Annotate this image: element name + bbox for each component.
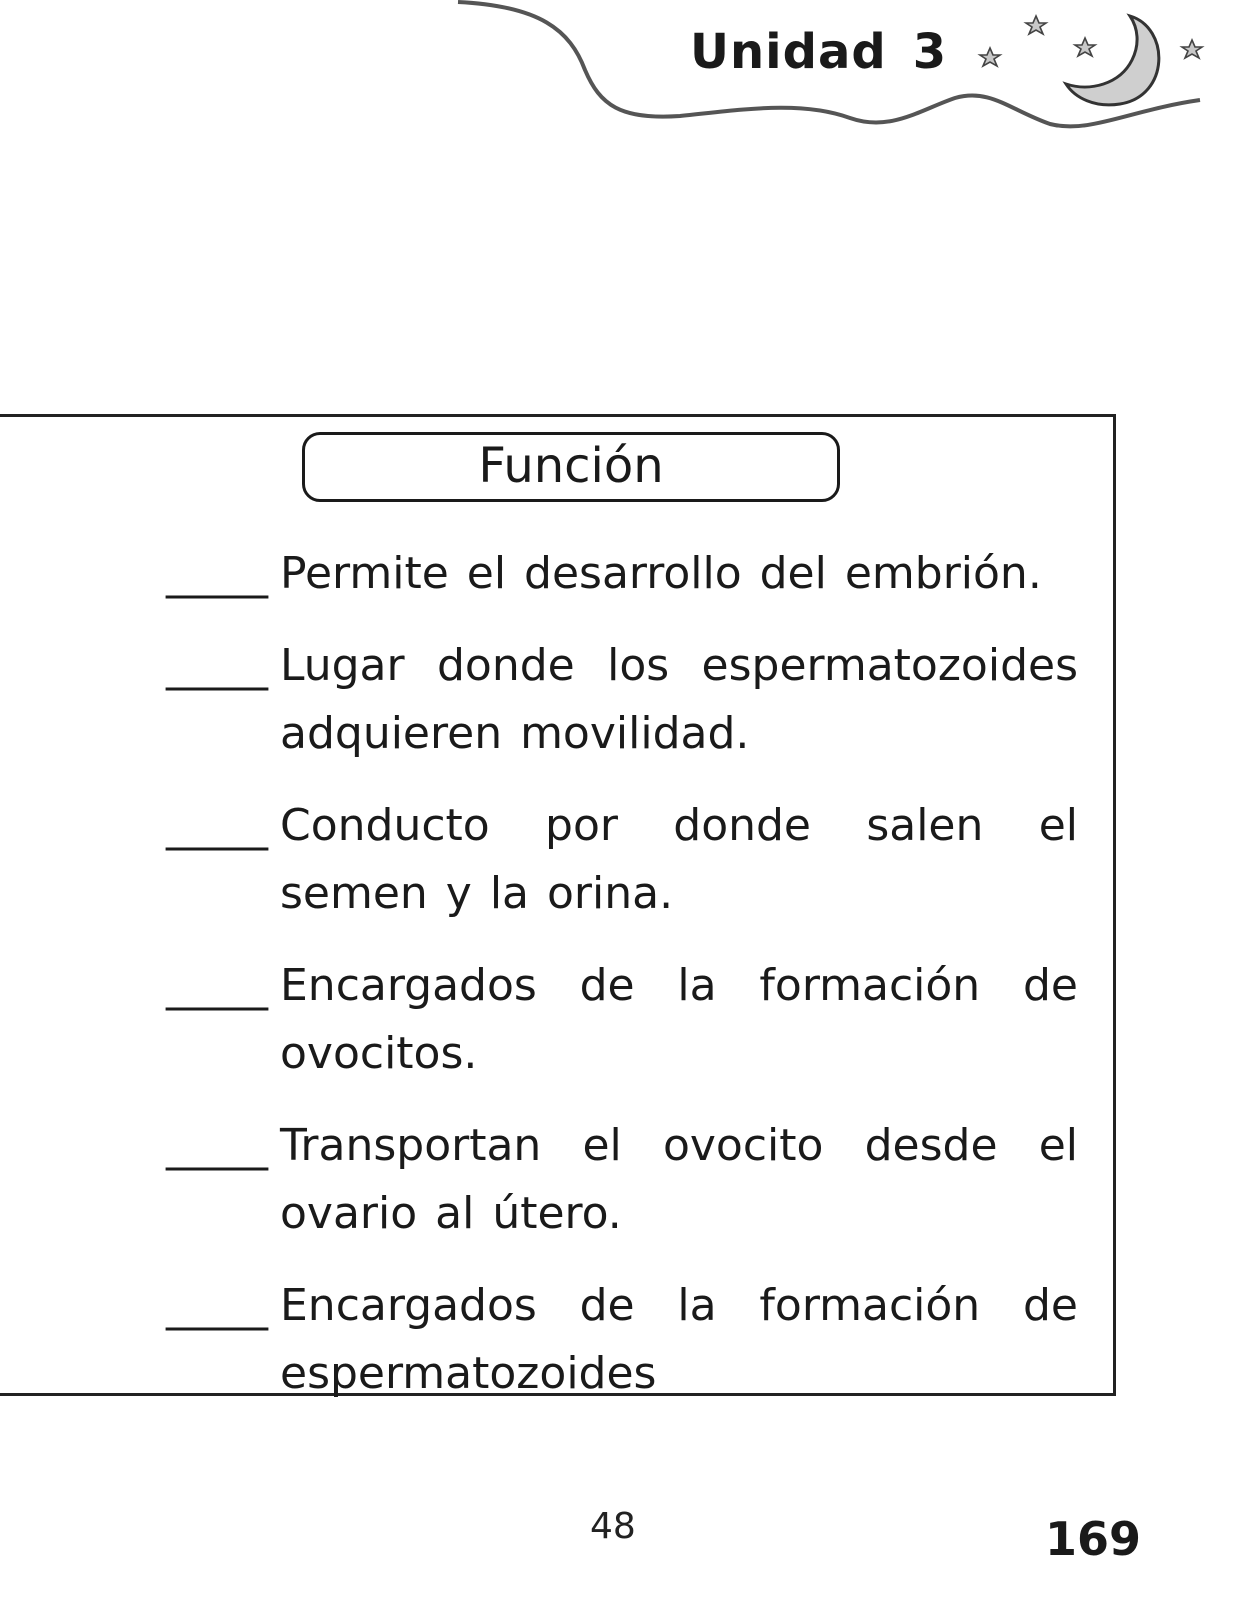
answer-blank[interactable]: _____ bbox=[166, 548, 266, 599]
answer-blank[interactable]: _____ bbox=[166, 640, 266, 691]
star-icon bbox=[1075, 38, 1095, 56]
section-heading: Función bbox=[302, 432, 840, 502]
item-text: Encargados de la formación de espermatozoides bbox=[280, 1280, 1078, 1399]
page-number: 169 bbox=[1045, 1512, 1142, 1566]
list-item bbox=[166, 952, 1078, 1088]
answer-blank[interactable]: _____ bbox=[166, 960, 266, 1011]
crescent-moon-icon bbox=[1066, 16, 1159, 105]
item-text: Transportan el ovocito desde el ovario al útero. bbox=[280, 1120, 1078, 1239]
answer-blank[interactable]: _____ bbox=[166, 1280, 266, 1331]
star-icon bbox=[1026, 16, 1046, 34]
answer-blank[interactable]: _____ bbox=[166, 800, 266, 851]
list-item bbox=[166, 632, 1078, 768]
function-list bbox=[166, 540, 1078, 1432]
unit-title bbox=[690, 24, 947, 80]
item-text: Conducto por donde salen el semen y la orina. bbox=[280, 800, 1078, 919]
item-text: Permite el desarrollo del embrión. bbox=[280, 548, 1042, 599]
header-decoration bbox=[0, 0, 1237, 150]
unit-label: Unidad bbox=[690, 24, 887, 80]
answer-blank[interactable]: _____ bbox=[166, 1120, 266, 1171]
item-text: Lugar donde los espermatozoides adquieren movilidad. bbox=[280, 640, 1078, 759]
list-item bbox=[166, 792, 1078, 928]
list-item bbox=[166, 1112, 1078, 1248]
unit-number: 3 bbox=[912, 24, 948, 80]
list-item bbox=[166, 540, 1078, 608]
folio-number: 48 bbox=[590, 1506, 636, 1547]
item-text: Encargados de la formación de ovocitos. bbox=[280, 960, 1078, 1079]
star-icon bbox=[1182, 40, 1202, 58]
list-item bbox=[166, 1272, 1078, 1408]
star-icon bbox=[980, 48, 1000, 66]
